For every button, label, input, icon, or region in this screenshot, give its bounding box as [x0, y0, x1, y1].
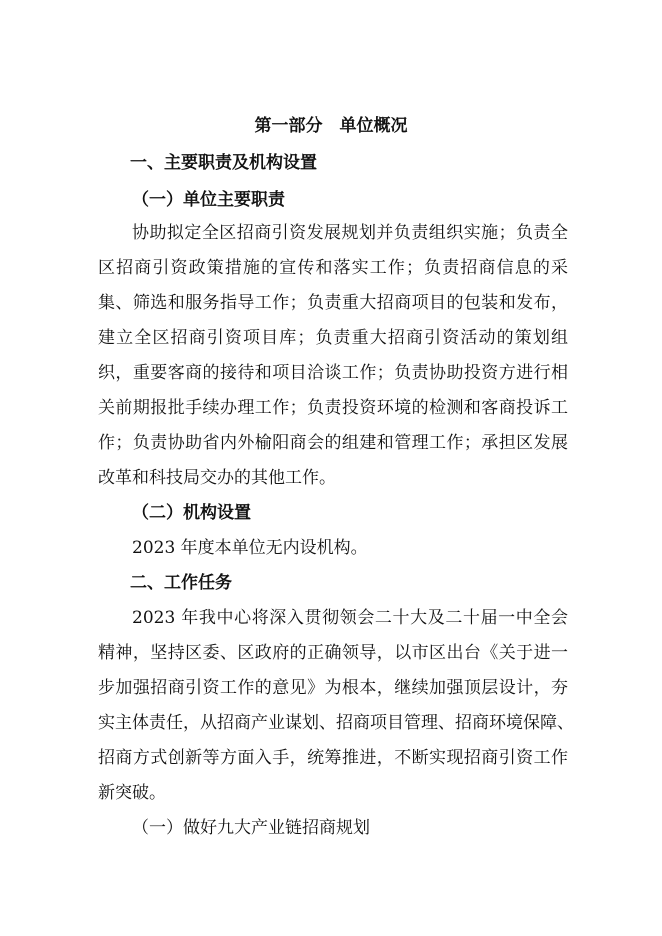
paragraph-line: 2023 年我中心将深入贯彻领会二十大及二十届一中全会: [132, 608, 568, 628]
paragraph-line: 新突破。: [98, 783, 166, 803]
paragraph-line: 实主体责任，从招商产业谋划、招商项目管理、招商环境保障、: [98, 713, 574, 733]
paragraph-line: 精神，坚持区委、区政府的正确领导，以市区出台《关于进一: [98, 643, 568, 663]
paragraph-line: 织，重要客商的接待和项目洽谈工作；负责协助投资方进行相: [98, 363, 568, 383]
section-heading-tasks: 二、工作任务: [130, 573, 232, 593]
subsection-heading-organization: （二）机构设置: [132, 503, 251, 523]
paragraph-line: 招商方式创新等方面入手，统筹推进，不断实现招商引资工作: [98, 748, 568, 768]
paragraph-line: 作；负责协助省内外榆阳商会的组建和管理工作；承担区发展: [98, 433, 568, 453]
section-heading-duties: 一、主要职责及机构设置: [130, 153, 317, 173]
paragraph-line: 2023 年度本单位无内设机构。: [132, 538, 368, 558]
paragraph-line: 步加强招商引资工作的意见》为根本，继续加强顶层设计，夯: [98, 678, 568, 698]
paragraph-line: 关前期报批手续办理工作；负责投资环境的检测和客商投诉工: [98, 398, 568, 418]
page-title: 第一部分 单位概况: [254, 116, 408, 136]
paragraph-line: 协助拟定全区招商引资发展规划并负责组织实施；负责全: [132, 223, 568, 243]
subsection-heading-main-duties: （一）单位主要职责: [132, 190, 285, 210]
paragraph-line: 区招商引资政策措施的宣传和落实工作；负责招商信息的采: [98, 258, 568, 278]
paragraph-line: 改革和科技局交办的其他工作。: [98, 468, 336, 488]
paragraph-line: 建立全区招商引资项目库；负责重大招商引资活动的策划组: [98, 328, 568, 348]
paragraph-line: 集、筛选和服务指导工作；负责重大招商项目的包装和发布，: [98, 293, 568, 313]
subsection-heading-industry-chain: （一）做好九大产业链招商规划: [132, 818, 370, 838]
